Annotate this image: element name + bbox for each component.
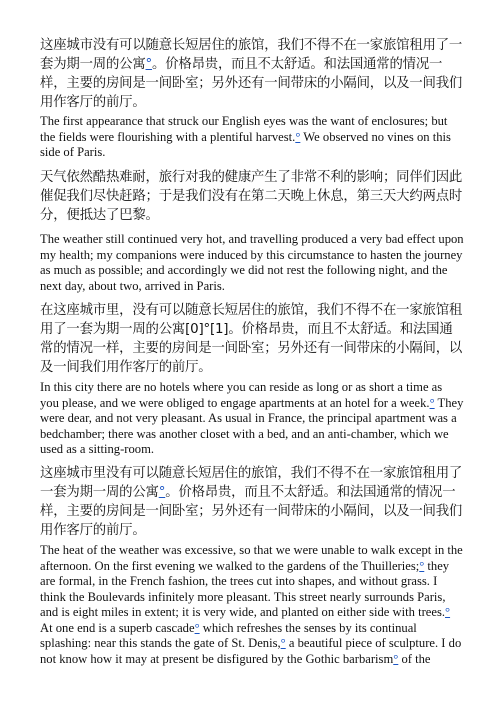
text-run: 在这座城市里，没有可以随意长短居住的旅馆，我们不得不在一家旅馆租用了一套为期一周的公寓[0]°[1]。价格昂贵，而且不太舒适。和法国通常的情况一样，主要的房间是一间卧室；另外还有一间带床的小隔间，以及一间我们用作客厅的前厅。: [40, 303, 463, 375]
paragraph-en-3: [40, 380, 464, 458]
footnote-ref-link[interactable]: °: [445, 605, 451, 619]
text-run: The weather still continued very hot, and travelling produced a very bad effect upon my health; my companions were induced by this circumstance to hasten the journey as much as possible; and accordingly we did not rest the following night, and the next day, about two, arrived in Paris.: [40, 232, 464, 293]
paragraph-en-1: [40, 114, 464, 161]
footnote-ref-link[interactable]: °: [393, 651, 399, 666]
paragraph-zh-1: [40, 36, 464, 112]
footnote-ref-link[interactable]: °: [295, 129, 301, 144]
text-run: which refreshes the senses by its continual splashing: near this stands the gate of St. Denis,: [40, 620, 417, 650]
paragraph-en-2: [40, 232, 464, 294]
text-run: 天气依然酷热难耐，旅行对我的健康产生了非常不利的影响；同伴们因此催促我们尽快赶路；于是我们没有在第二天晚上休息，第三天大约两点时分，便抵达了巴黎。: [40, 170, 463, 223]
text-run: The first appearance that struck our English eyes was the want of enclosures; but the fields were flourishing with a plentiful harvest.: [40, 114, 448, 144]
text-run: They were dear, and not very pleasant. As usual in France, the principal apartment was a bedchamber; there was another closet with a bed, and an anti-chamber, which we used as a sitting-room.: [40, 395, 464, 456]
paragraph-zh-4: [40, 464, 464, 540]
footnote-ref-link[interactable]: °: [145, 57, 153, 72]
footnote-ref-link[interactable]: °: [429, 395, 435, 410]
text-run: 。价格昂贵，而且不太舒适。和法国通常的情况一样，主要的房间是一间卧室；另外还有一间带床的小隔间，以及一间我们用作客厅的前厅。: [40, 57, 463, 110]
paragraph-zh-3: [40, 301, 464, 377]
text-run: At one end is a superb cascade: [40, 620, 195, 635]
text-run: 这座城市里没有可以随意长短居住的旅馆，我们不得不在一家旅馆租用了一套为期一周的公寓: [40, 466, 463, 500]
paragraph-en-4: [40, 543, 464, 667]
footnote-ref-link[interactable]: °: [158, 485, 166, 500]
text-run: they are formal, in the French fashion, the trees cut into shapes, and without grass. I think the Boulevards infinitely more pleasant. This street nearly surrounds Paris, and is eight miles in extent; it is very wide, and planted on either side with trees.: [40, 558, 450, 619]
text-run: We observed no vines on this side of Paris.: [40, 129, 451, 159]
text-run: In this city there are no hotels where you can reside as long or as short a time as you please, and we were obliged to engage apartments at an hotel for a week.: [40, 380, 443, 410]
text-run: The heat of the weather was excessive, so that we were unable to walk except in the afternoon. On the first evening we walked to the gardens of the Thuilleries;: [40, 543, 463, 573]
footnote-ref-link[interactable]: °: [419, 558, 425, 573]
footnote-ref-link[interactable]: °: [194, 620, 200, 635]
text-run: 。价格昂贵，而且不太舒适。和法国通常的情况一样，主要的房间是一间卧室；另外还有一间带床的小隔间，以及一间我们用作客厅的前厅。: [40, 485, 463, 538]
text-run: of the: [398, 651, 431, 666]
footnote-ref-link[interactable]: °: [280, 636, 286, 650]
text-run: 这座城市没有可以随意长短居住的旅馆，我们不得不在一家旅馆租用了一套为期一周的公寓: [40, 38, 463, 72]
text-run: a beautiful piece of sculpture. I do not know how it may at present be disfigured by the Gothic barbarism: [40, 636, 462, 666]
paragraph-zh-2: [40, 168, 464, 225]
